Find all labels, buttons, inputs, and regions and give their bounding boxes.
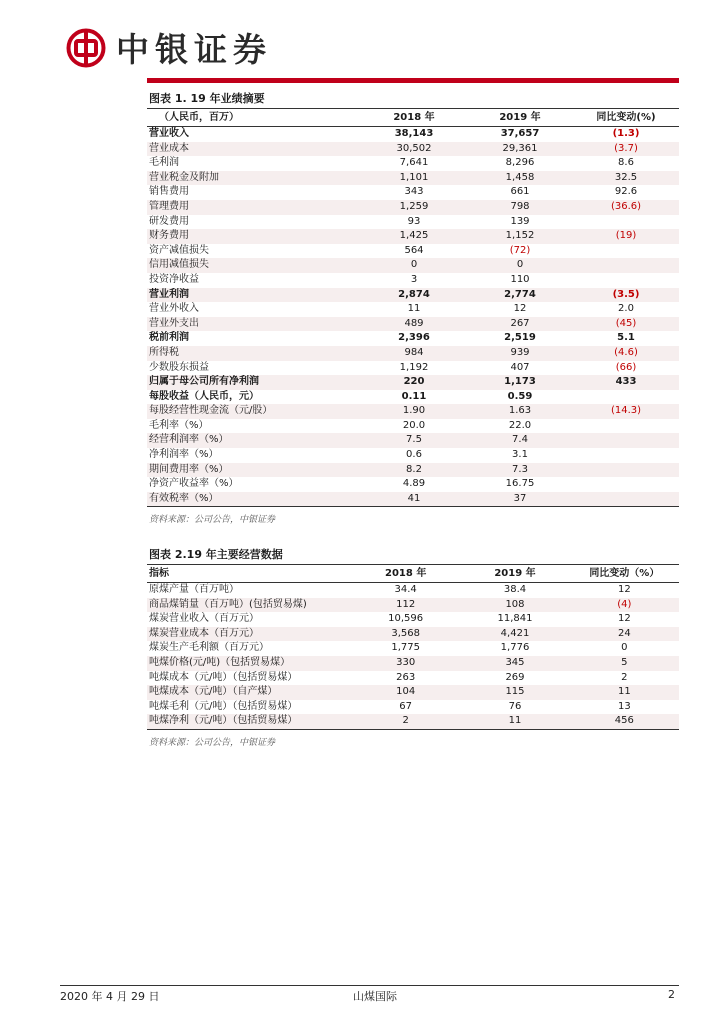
value-yoy — [573, 244, 679, 259]
value-2019: 0 — [467, 258, 573, 273]
table-row — [147, 656, 679, 671]
table-row — [147, 714, 679, 729]
row-label: 管理费用 — [147, 200, 361, 215]
row-label: 少数股东损益 — [149, 361, 209, 373]
value-2019: (72) — [509, 244, 531, 256]
value-2018: 1,259 — [361, 200, 467, 215]
value-yoy: 13 — [617, 700, 631, 712]
value-yoy — [573, 433, 679, 448]
value-2019: 7.3 — [467, 463, 573, 478]
table2 — [147, 565, 679, 730]
value-2019: 16.75 — [505, 478, 535, 490]
value-2019: 76 — [508, 700, 522, 712]
value-2018: 3 — [410, 273, 418, 285]
table-row — [147, 346, 679, 361]
table-row — [147, 142, 679, 157]
row-label: 信用减值损失 — [147, 258, 361, 273]
value-2019: 11,841 — [497, 613, 533, 625]
value-2018: 2,396 — [398, 332, 430, 344]
row-label: 吨煤价格(元/吨)（包括贸易煤） — [147, 656, 351, 671]
value-2018: 489 — [361, 317, 467, 332]
row-label: 净资产收益率（%） — [149, 478, 239, 490]
row-label: 每股收益（人民币，元） — [149, 390, 259, 402]
value-yoy: 11 — [570, 685, 679, 700]
value-yoy — [573, 448, 679, 463]
value-2019: 2,774 — [467, 288, 573, 303]
row-label: 毛利润 — [149, 157, 179, 169]
row-label: 资产减值损失 — [149, 244, 209, 256]
value-yoy: 5.1 — [617, 332, 635, 344]
table-row — [147, 390, 679, 405]
table-row — [147, 463, 679, 478]
value-2018: 7,641 — [399, 157, 429, 169]
value-2019: 269 — [505, 671, 525, 683]
value-2018: 0.11 — [401, 390, 427, 402]
row-label: 税前利润 — [149, 332, 189, 344]
row-label: 吨煤成本（元/吨）（自产煤） — [147, 685, 351, 700]
value-2019: 0.59 — [507, 390, 533, 402]
value-2019: 661 — [510, 186, 530, 198]
table1-header-2019: 2019 年 — [467, 109, 573, 127]
table1 — [147, 109, 679, 507]
row-label: 吨煤净利（元/吨）（包括贸易煤） — [147, 714, 351, 729]
value-2019: 139 — [510, 215, 530, 227]
table-row — [147, 671, 679, 686]
value-yoy — [573, 258, 679, 273]
table2-section — [147, 546, 679, 748]
row-label: 期间费用率（%） — [147, 463, 361, 478]
row-label: 吨煤成本（元/吨）（包括贸易煤） — [149, 671, 298, 683]
table-row — [147, 583, 679, 598]
value-2018: 1,425 — [361, 229, 467, 244]
table2-header-2019: 2019 年 — [460, 565, 569, 583]
value-2018: 343 — [404, 186, 424, 198]
row-label: 每股经营性现金流（元/股） — [147, 404, 361, 419]
value-2019: 1,152 — [467, 229, 573, 244]
table-row — [147, 700, 679, 715]
value-yoy: 5 — [570, 656, 679, 671]
row-label: 煤炭生产毛利额（百万元） — [149, 642, 269, 654]
table1-body — [147, 127, 679, 507]
value-yoy: (45) — [573, 317, 679, 332]
page-header — [60, 24, 680, 74]
value-yoy: 92.6 — [614, 186, 638, 198]
value-2019: 2,519 — [504, 332, 536, 344]
brand-name: 中银证券 — [116, 30, 272, 69]
value-2018: 11 — [407, 303, 421, 315]
value-yoy — [573, 419, 679, 434]
value-yoy — [573, 215, 679, 230]
table-row — [147, 156, 679, 171]
value-yoy: 32.5 — [573, 171, 679, 186]
value-yoy: (3.7) — [573, 142, 679, 157]
table2-header-row — [147, 565, 679, 583]
value-2019: 1,776 — [500, 642, 530, 654]
value-2018: 10,596 — [388, 613, 424, 625]
table-row — [147, 375, 679, 390]
value-yoy: 2.0 — [618, 303, 634, 315]
footer-page-number: 2 — [668, 988, 675, 1001]
value-2019: 12 — [513, 303, 527, 315]
row-label: 研发费用 — [149, 215, 189, 227]
value-2018: 220 — [361, 375, 467, 390]
value-2018: 4.89 — [402, 478, 426, 490]
row-label: 煤炭营业成本（百万元） — [147, 627, 351, 642]
table-row — [147, 419, 679, 434]
table2-header-label: 指标 — [147, 565, 351, 583]
row-label: 营业收入 — [149, 128, 189, 139]
value-yoy: (14.3) — [573, 404, 679, 419]
value-yoy — [573, 390, 679, 405]
value-yoy: 12 — [617, 584, 631, 595]
table1-section — [147, 90, 679, 525]
table1-title: 图表 1. 19 年业绩摘要 — [147, 90, 679, 109]
value-yoy: 0 — [621, 642, 628, 654]
value-2019: 1.63 — [467, 404, 573, 419]
value-yoy: (4.6) — [573, 346, 679, 361]
value-2019: 798 — [467, 200, 573, 215]
table2-header-yoy: 同比变动（%） — [570, 565, 679, 583]
value-2018: 1,775 — [391, 642, 420, 654]
value-2018: 8.2 — [361, 463, 467, 478]
row-label: 毛利率（%） — [149, 419, 209, 431]
value-2018: 3,568 — [351, 627, 460, 642]
table-row — [147, 331, 679, 346]
table2-title: 图表 2.19 年主要经营数据 — [147, 546, 679, 565]
table-row — [147, 273, 679, 288]
value-yoy: 8.6 — [618, 157, 634, 169]
value-2018: 1.90 — [361, 404, 467, 419]
row-label: 原煤产量（百万吨） — [149, 584, 239, 595]
bank-of-china-logo-icon — [66, 28, 106, 68]
row-label: 营业成本 — [147, 142, 361, 157]
table-row — [147, 302, 679, 317]
value-2019: 7.4 — [467, 433, 573, 448]
table-row — [147, 433, 679, 448]
row-label: 营业利润 — [147, 288, 361, 303]
value-yoy — [573, 273, 679, 288]
value-2019: 37 — [467, 492, 573, 507]
value-2018: 30,502 — [361, 142, 467, 157]
table-row — [147, 404, 679, 419]
value-2019: 8,296 — [505, 157, 535, 169]
value-2018: 67 — [399, 700, 413, 712]
row-label: 销售费用 — [149, 186, 189, 198]
table1-header-row — [147, 109, 679, 127]
value-2019: 115 — [460, 685, 569, 700]
table-row — [147, 200, 679, 215]
value-2019: 38.4 — [503, 584, 527, 595]
table2-body — [147, 583, 679, 730]
table-row — [147, 288, 679, 303]
value-yoy — [573, 492, 679, 507]
footer-company: 山煤国际 — [353, 990, 397, 1003]
value-2018: 984 — [361, 346, 467, 361]
row-label: 营业外支出 — [147, 317, 361, 332]
value-2018: 0.6 — [406, 449, 422, 461]
value-yoy: (1.3) — [612, 128, 640, 139]
table-row — [147, 448, 679, 463]
value-yoy — [573, 477, 679, 492]
value-2019: 37,657 — [500, 128, 540, 139]
value-2018: 20.0 — [402, 419, 426, 431]
row-label: 有效税率（%） — [147, 492, 361, 507]
value-yoy: 456 — [570, 714, 679, 729]
table1-header-yoy: 同比变动(%) — [573, 109, 679, 127]
table-row — [147, 127, 679, 142]
footer-rule — [60, 985, 679, 986]
value-yoy: 433 — [573, 375, 679, 390]
table1-source: 资料来源：公司公告，中银证券 — [149, 515, 276, 526]
value-2018: 263 — [396, 671, 416, 683]
value-2018: 104 — [351, 685, 460, 700]
value-2019: 4,421 — [460, 627, 569, 642]
value-2019: 110 — [510, 273, 530, 285]
value-2019: 108 — [460, 598, 569, 613]
value-2018: 7.5 — [361, 433, 467, 448]
value-2019: 1,458 — [467, 171, 573, 186]
value-2018: 38,143 — [394, 128, 434, 139]
row-label: 所得税 — [147, 346, 361, 361]
value-2018: 1,101 — [361, 171, 467, 186]
value-2019: 3.1 — [512, 449, 528, 461]
value-2019: 1,173 — [467, 375, 573, 390]
row-label: 财务费用 — [147, 229, 361, 244]
table-row — [147, 612, 679, 627]
value-yoy: (36.6) — [573, 200, 679, 215]
table1-header-label: （人民币，百万） — [147, 109, 361, 127]
row-label: 煤炭营业收入（百万元） — [149, 613, 259, 625]
table-row — [147, 171, 679, 186]
table2-source: 资料来源：公司公告，中银证券 — [149, 737, 276, 748]
row-label: 吨煤毛利（元/吨）（包括贸易煤） — [149, 700, 298, 712]
value-2018: 1,192 — [399, 361, 429, 373]
value-2019: 22.0 — [508, 419, 532, 431]
value-2018: 564 — [404, 244, 424, 256]
value-2019: 267 — [467, 317, 573, 332]
row-label: 归属于母公司所有净利润 — [147, 375, 361, 390]
table-row — [147, 641, 679, 656]
value-2018: 2,874 — [361, 288, 467, 303]
value-2018: 34.4 — [394, 584, 417, 595]
value-2019: 939 — [467, 346, 573, 361]
value-2019: 407 — [510, 361, 530, 373]
value-yoy — [573, 463, 679, 478]
value-2018: 0 — [361, 258, 467, 273]
footer-date: 2020 年 4 月 29 日 — [60, 990, 160, 1003]
value-2018: 2 — [351, 714, 460, 729]
value-2018: 93 — [407, 215, 421, 227]
table-row — [147, 492, 679, 507]
value-yoy: (3.5) — [573, 288, 679, 303]
row-label: 投资净收益 — [149, 273, 199, 285]
table-row — [147, 598, 679, 613]
value-yoy: 12 — [617, 613, 631, 625]
value-yoy: (19) — [573, 229, 679, 244]
table-row — [147, 477, 679, 492]
value-yoy: 24 — [570, 627, 679, 642]
table-row — [147, 258, 679, 273]
table-row — [147, 185, 679, 200]
table1-header-2018: 2018 年 — [361, 109, 467, 127]
value-2019: 11 — [460, 714, 569, 729]
table-row — [147, 685, 679, 700]
value-yoy: (4) — [570, 598, 679, 613]
table-row — [147, 215, 679, 230]
value-2019: 345 — [460, 656, 569, 671]
value-yoy: 2 — [621, 671, 628, 683]
row-label: 营业外收入 — [149, 303, 199, 315]
value-2019: 29,361 — [467, 142, 573, 157]
value-yoy: (66) — [615, 361, 637, 373]
table-row — [147, 317, 679, 332]
row-label: 营业税金及附加 — [147, 171, 361, 186]
row-label: 净利润率（%） — [149, 449, 219, 461]
table-row — [147, 244, 679, 259]
row-label: 商品煤销量（百万吨）(包括贸易煤) — [147, 598, 351, 613]
header-rule — [147, 78, 679, 83]
row-label: 经营利润率（%） — [147, 433, 361, 448]
value-2018: 330 — [351, 656, 460, 671]
value-2018: 41 — [361, 492, 467, 507]
table-row — [147, 627, 679, 642]
table-row — [147, 361, 679, 376]
value-2018: 112 — [351, 598, 460, 613]
table-row — [147, 229, 679, 244]
table2-header-2018: 2018 年 — [351, 565, 460, 583]
